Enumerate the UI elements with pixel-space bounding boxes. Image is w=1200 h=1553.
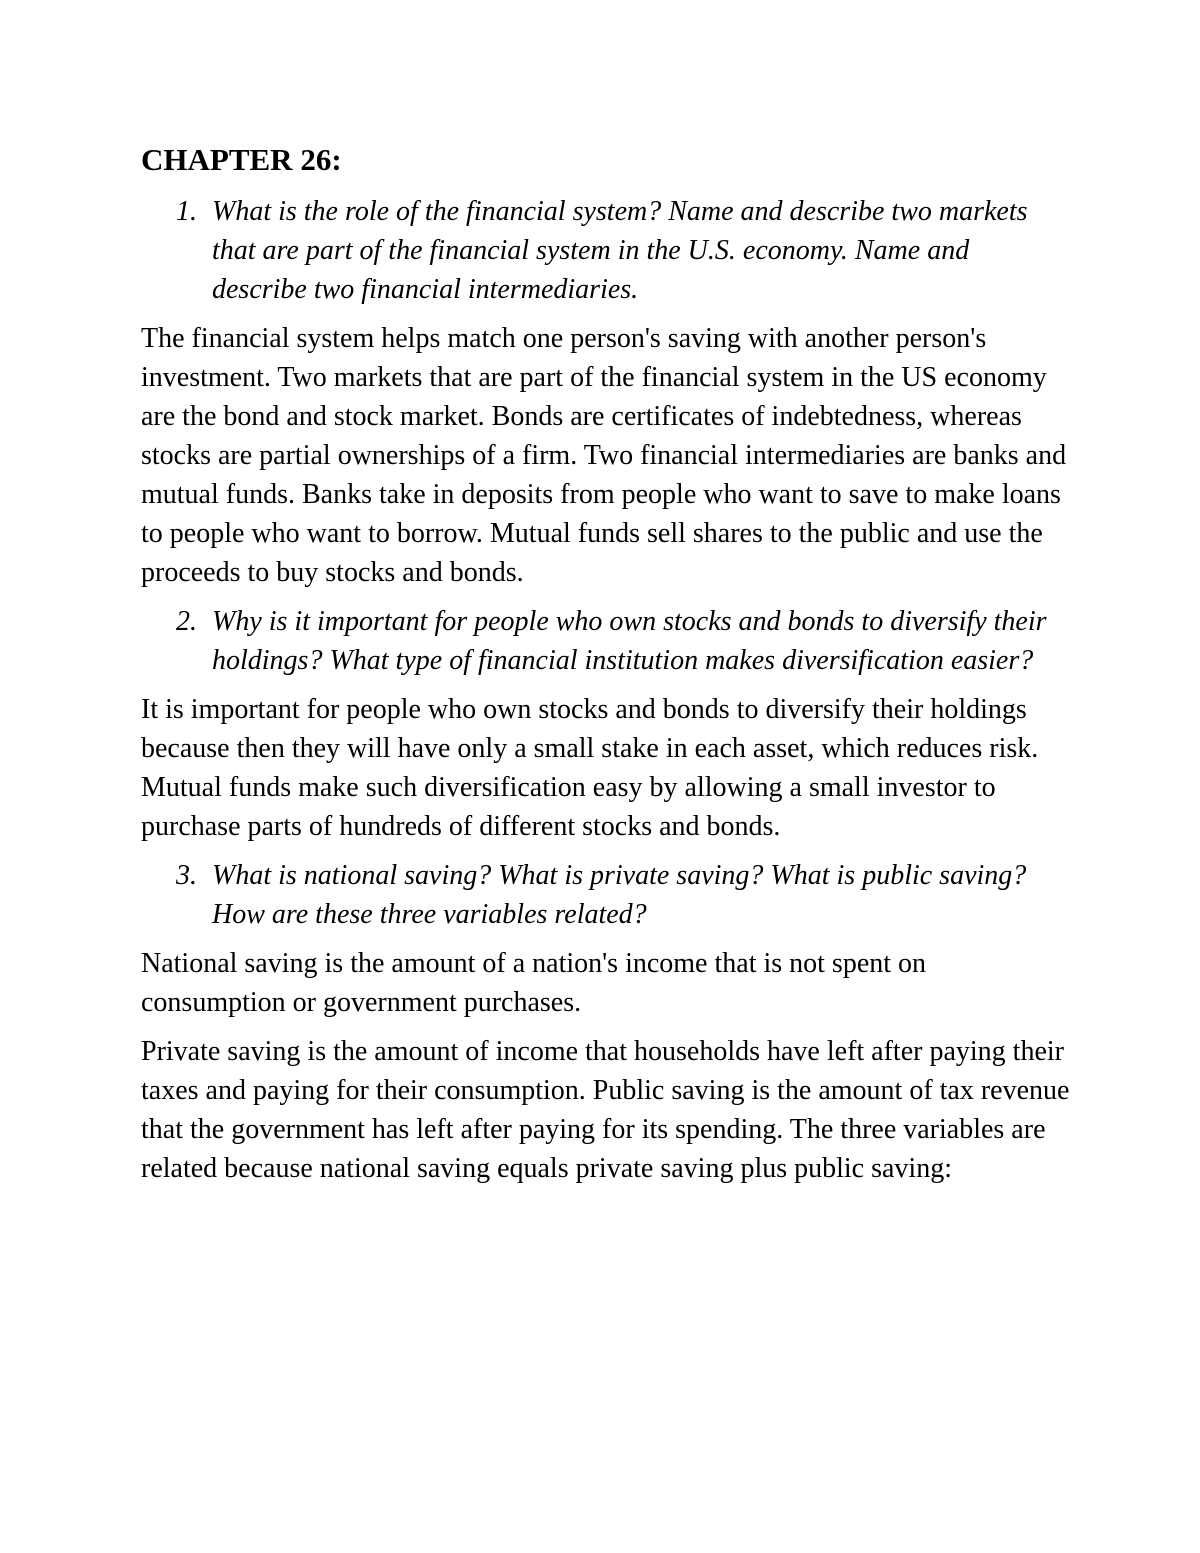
chapter-title: CHAPTER 26:: [141, 142, 342, 177]
question-text: What is national saving? What is private saving? What is public saving? How are these three variables related?: [212, 860, 1027, 930]
document-page: [141, 140, 1071, 1198]
question-3: [141, 856, 1071, 934]
answer-paragraph-2: It is important for people who own stocks and bonds to diversify their holdings because then they will have only a small stake in each asset, which reduces risk. Mutual funds make such diversification easy by allowing a small investor to purchase parts of hundreds of different stocks and bonds.: [141, 694, 1039, 842]
answer-paragraph-1: The financial system helps match one person's saving with another person's investment. Two markets that are part of the financial system in the US economy are the bond and stock market. Bonds are certificates of indebtedness, whereas stocks are partial ownerships of a firm. Two financial intermediaries are banks and mutual funds. Banks take in deposits from people who want to save to make loans to people who want to borrow. Mutual funds sell shares to the public and use the proceeds to buy stocks and bonds.: [141, 323, 1067, 588]
question-number: 2.: [176, 606, 197, 637]
question-2: [141, 602, 1071, 680]
question-text: Why is it important for people who own stocks and bonds to diversify their holdings? What type of financial institution makes diversification easier?: [212, 606, 1047, 676]
question-text: What is the role of the financial system? Name and describe two markets that are part of the financial system in the U.S. economy. Name and describe two financial intermediaries.: [212, 196, 1028, 305]
answer-paragraph-3: National saving is the amount of a nation's income that is not spent on consumption or government purchases.: [141, 948, 927, 1018]
question-1: [141, 192, 1071, 309]
answer-paragraph-4: Private saving is the amount of income that households have left after paying their taxes and paying for their consumption. Public saving is the amount of tax revenue that the government has left after paying for its spending. The three variables are related because national saving equals private saving plus public saving:: [141, 1036, 1070, 1184]
question-number: 3.: [176, 860, 197, 891]
question-number: 1.: [176, 196, 197, 227]
